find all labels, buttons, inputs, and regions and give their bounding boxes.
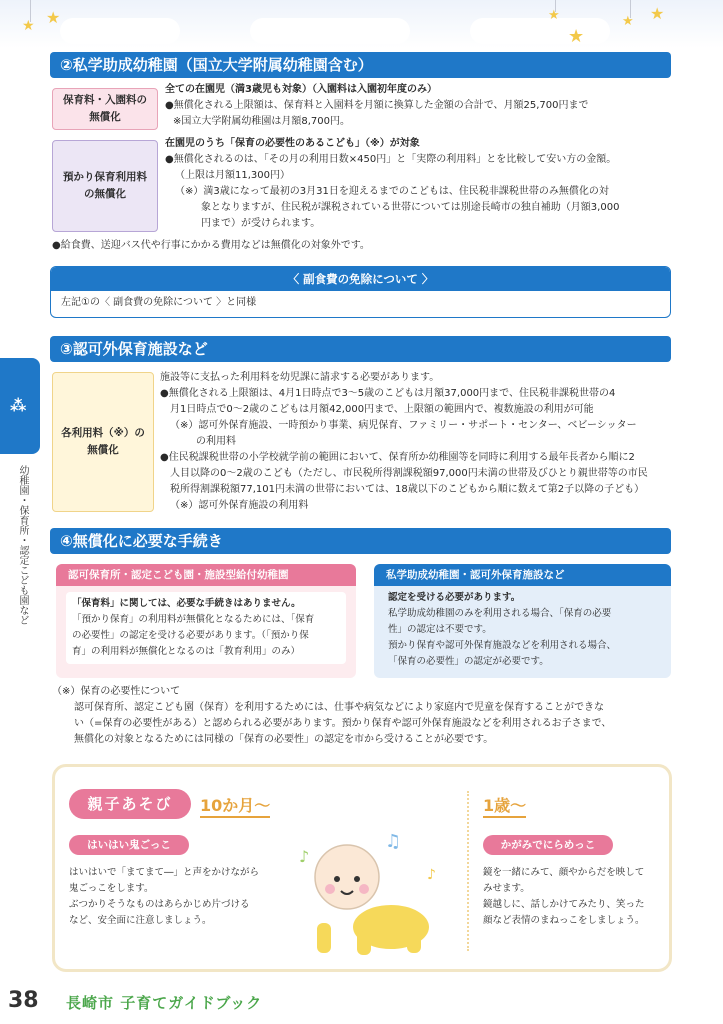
row1-line: ※国立大学附属幼稚園は月額8,700円。: [173, 116, 351, 127]
game2-line: 鏡越しに、話しかけてみたり、笑った: [483, 899, 645, 910]
row1-label-line: 無償化: [89, 111, 121, 123]
section3-line: ●無償化される上限額は、4月1日時点で3～5歳のこどもは月額37,000円まで、住民税非課税世帯の4: [160, 388, 616, 399]
game1-line: ぶつかりそうなものはあらかじめ片づける: [69, 899, 250, 910]
top-decor-band: [0, 0, 723, 48]
section4-left-head: 認可保育所・認定こども園・施設型給付幼稚園: [56, 564, 356, 586]
sidebar-text: 幼稚園・保育所・認定こども園など: [17, 465, 28, 625]
section3-title: ③認可外保育施設など: [50, 336, 671, 362]
section3-line: （※）認可外保育施設の利用料: [170, 500, 309, 511]
section4-title: ④無償化に必要な手続き: [50, 528, 671, 554]
game2-line: みせます。: [483, 883, 530, 894]
section4-left-line: 「預かり保育」の利用料が無償化となるためには、「保育: [72, 614, 315, 625]
star-icon: ★: [568, 26, 585, 47]
row1-line: ●無償化される上限額は、保育料と入園料を月額に換算した金額の合計で、月額25,700円まで: [165, 100, 589, 111]
oyako-age2: 1歳～: [483, 793, 526, 818]
section4-right-line: 預かり保育や認可外保育施設などを利用される場合、: [388, 640, 617, 651]
section3-line: 施設等に支払った利用料を幼児課に請求する必要があります。: [160, 372, 440, 383]
row2-text: [165, 136, 675, 232]
cloud-decor: [60, 18, 180, 44]
footnote-line: い（=保育の必要性がある）と認められる必要があります。預かり保育や認可外保育施設などを利用されるお子さまで、: [74, 718, 612, 729]
oyako-game1: はいはい鬼ごっこ: [69, 835, 189, 855]
footnote: [52, 684, 677, 748]
section3-label: [52, 372, 154, 512]
star-icon: ★: [622, 14, 634, 29]
fukushoku-box: [50, 266, 671, 318]
section3-line: 人目以降の0～2歳のこども（ただし、市民税所得割課税額97,000円未満の世帯及びひとり親世帯等の市民: [170, 468, 648, 479]
row2-label-line: 預かり保育利用料: [63, 171, 147, 183]
section3-line: ●住民税課税世帯の小学校就学前の範囲において、保育所か幼稚園等を同時に利用する最年長者から順に2: [160, 452, 635, 463]
section2-title: ②私学助成幼稚園（国立大学附属幼稚園含む）: [50, 52, 671, 78]
cloud-decor: [250, 18, 410, 44]
section4-left-line: 育」の利用料が無償化となるのは「教育利用」のみ）: [72, 646, 301, 657]
section4-left-line: 「保育料」に関しては、必要な手続きはありません。: [72, 598, 301, 609]
row2-line: 在園児のうち「保育の必要性のあるこども」（※）が対象: [165, 138, 420, 149]
oyako-divider: [467, 791, 469, 951]
row1-label: [52, 88, 158, 130]
row2-line: 円まで）が受けられます。: [201, 218, 321, 229]
section4-right-line: 私学助成幼稚園のみを利用される場合、「保育の必要: [388, 608, 612, 619]
crawling-baby-illustration: [295, 827, 435, 957]
row2-label: [52, 140, 158, 232]
section4-right-box: [374, 564, 671, 678]
game2-line: 鏡を一緒にみて、顔やからだを映して: [483, 867, 645, 878]
game2-line: 顔など表情のまねっこをしましょう。: [483, 915, 645, 926]
section3-line: （※）認可外保育施設、一時預かり事業、病児保育、ファミリー・サポート・センター、ベビーシッター: [170, 420, 637, 431]
section4-right-line: 「保育の必要性」の認定が必要です。: [388, 656, 549, 667]
row2-label-line: の無償化: [84, 188, 126, 200]
star-icon: ★: [22, 18, 35, 34]
section4-right-line: 認定を受ける必要があります。: [388, 592, 521, 603]
oyako-age1: 10か月～: [200, 793, 270, 818]
section3-line: の利用料: [196, 436, 236, 447]
oyako-game2: かがみでにらめっこ: [483, 835, 613, 855]
section3-line: 月1日時点で0～2歳のこどもは月額42,000円まで、上限額の範囲内で、複数施設の利用が可能: [170, 404, 594, 415]
game1-line: はいはいで「まてまて―」と声をかけながら: [69, 867, 260, 878]
row2-line: 象となりますが、住民税が課税されている世帯については別途長崎市の独自補助（月額3,000: [201, 202, 620, 213]
fukushoku-body: 左記①の〈 副食費の免除について 〉と同様: [61, 297, 257, 308]
row1-label-line: 保育料・入園料の: [63, 94, 147, 106]
oyako-badge: 親子あそび: [69, 789, 191, 819]
section4-left-body: [66, 592, 346, 664]
section3-line: 税所得割課税額77,101円未満の世帯においては、18歳以下のこどもから順に数えて第2子以降の子ども）: [170, 484, 645, 495]
star-icon: ★: [548, 8, 560, 23]
section3-label-line: 各利用料（※）の: [61, 427, 145, 439]
section4-right-head: 私学助成幼稚園・認可外保育施設など: [374, 564, 671, 586]
music-note-icon: ♫: [385, 831, 402, 852]
row2-line: （上限は月額11,300円）: [175, 170, 290, 181]
row1-line: 全ての在園児（満3歳児も対象）（入園料は入園初年度のみ）: [165, 84, 437, 95]
section4-right-body: [374, 586, 671, 674]
game1-line: など、安全面に注意しましょう。: [69, 915, 212, 926]
cloud-decor: [470, 18, 610, 44]
game1-line: 鬼ごっこをします。: [69, 883, 154, 894]
footnote-line: 認可保育所、認定こども園（保育）を利用するためには、仕事や病気などにより家庭内で児童を保育することができな: [74, 702, 604, 713]
oyako-box: [52, 764, 672, 972]
music-note-icon: ♪: [427, 867, 436, 883]
footnote-line: 無償化の対象となるためには同様の「保育の必要性」の認定を市から受けることが必要です。: [74, 734, 494, 745]
oyako-game2-text: [483, 865, 645, 929]
sidebar-tab: [0, 358, 40, 454]
section4-left-line: の必要性」の認定を受ける必要があります。（「預かり保: [72, 630, 309, 641]
section4-left-box: [56, 564, 356, 678]
fukushoku-title: 〈 副食費の免除について 〉: [51, 267, 670, 291]
oyako-game1-text: [69, 865, 259, 929]
music-note-icon: ♪: [299, 847, 310, 866]
star-icon: ★: [46, 8, 61, 27]
row2-line: （※）満3歳になって最初の3月31日を迎えるまでのこどもは、住民税非課税世帯のみ無償化の対: [175, 186, 609, 197]
footer-brand: 長崎市 子育てガイドブック: [66, 994, 263, 1012]
row2-line: ●無償化されるのは、「その月の利用日数×450円」と「実際の利用料」とを比較して安い方の金額。: [165, 154, 617, 165]
section3-label-line: 無償化: [87, 444, 119, 456]
star-icon: ★: [650, 4, 665, 23]
children-icon: ⁂: [10, 396, 27, 415]
page-number: 38: [8, 988, 39, 1013]
row1-text: [165, 82, 665, 130]
section4-right-line: 性」の認定は不要です。: [388, 624, 492, 635]
section2-note: ●給食費、送迎バス代や行事にかかる費用などは無償化の対象外です。: [52, 240, 370, 251]
section3-text: [160, 370, 675, 514]
footnote-title: （※）保育の必要性について: [52, 686, 181, 697]
